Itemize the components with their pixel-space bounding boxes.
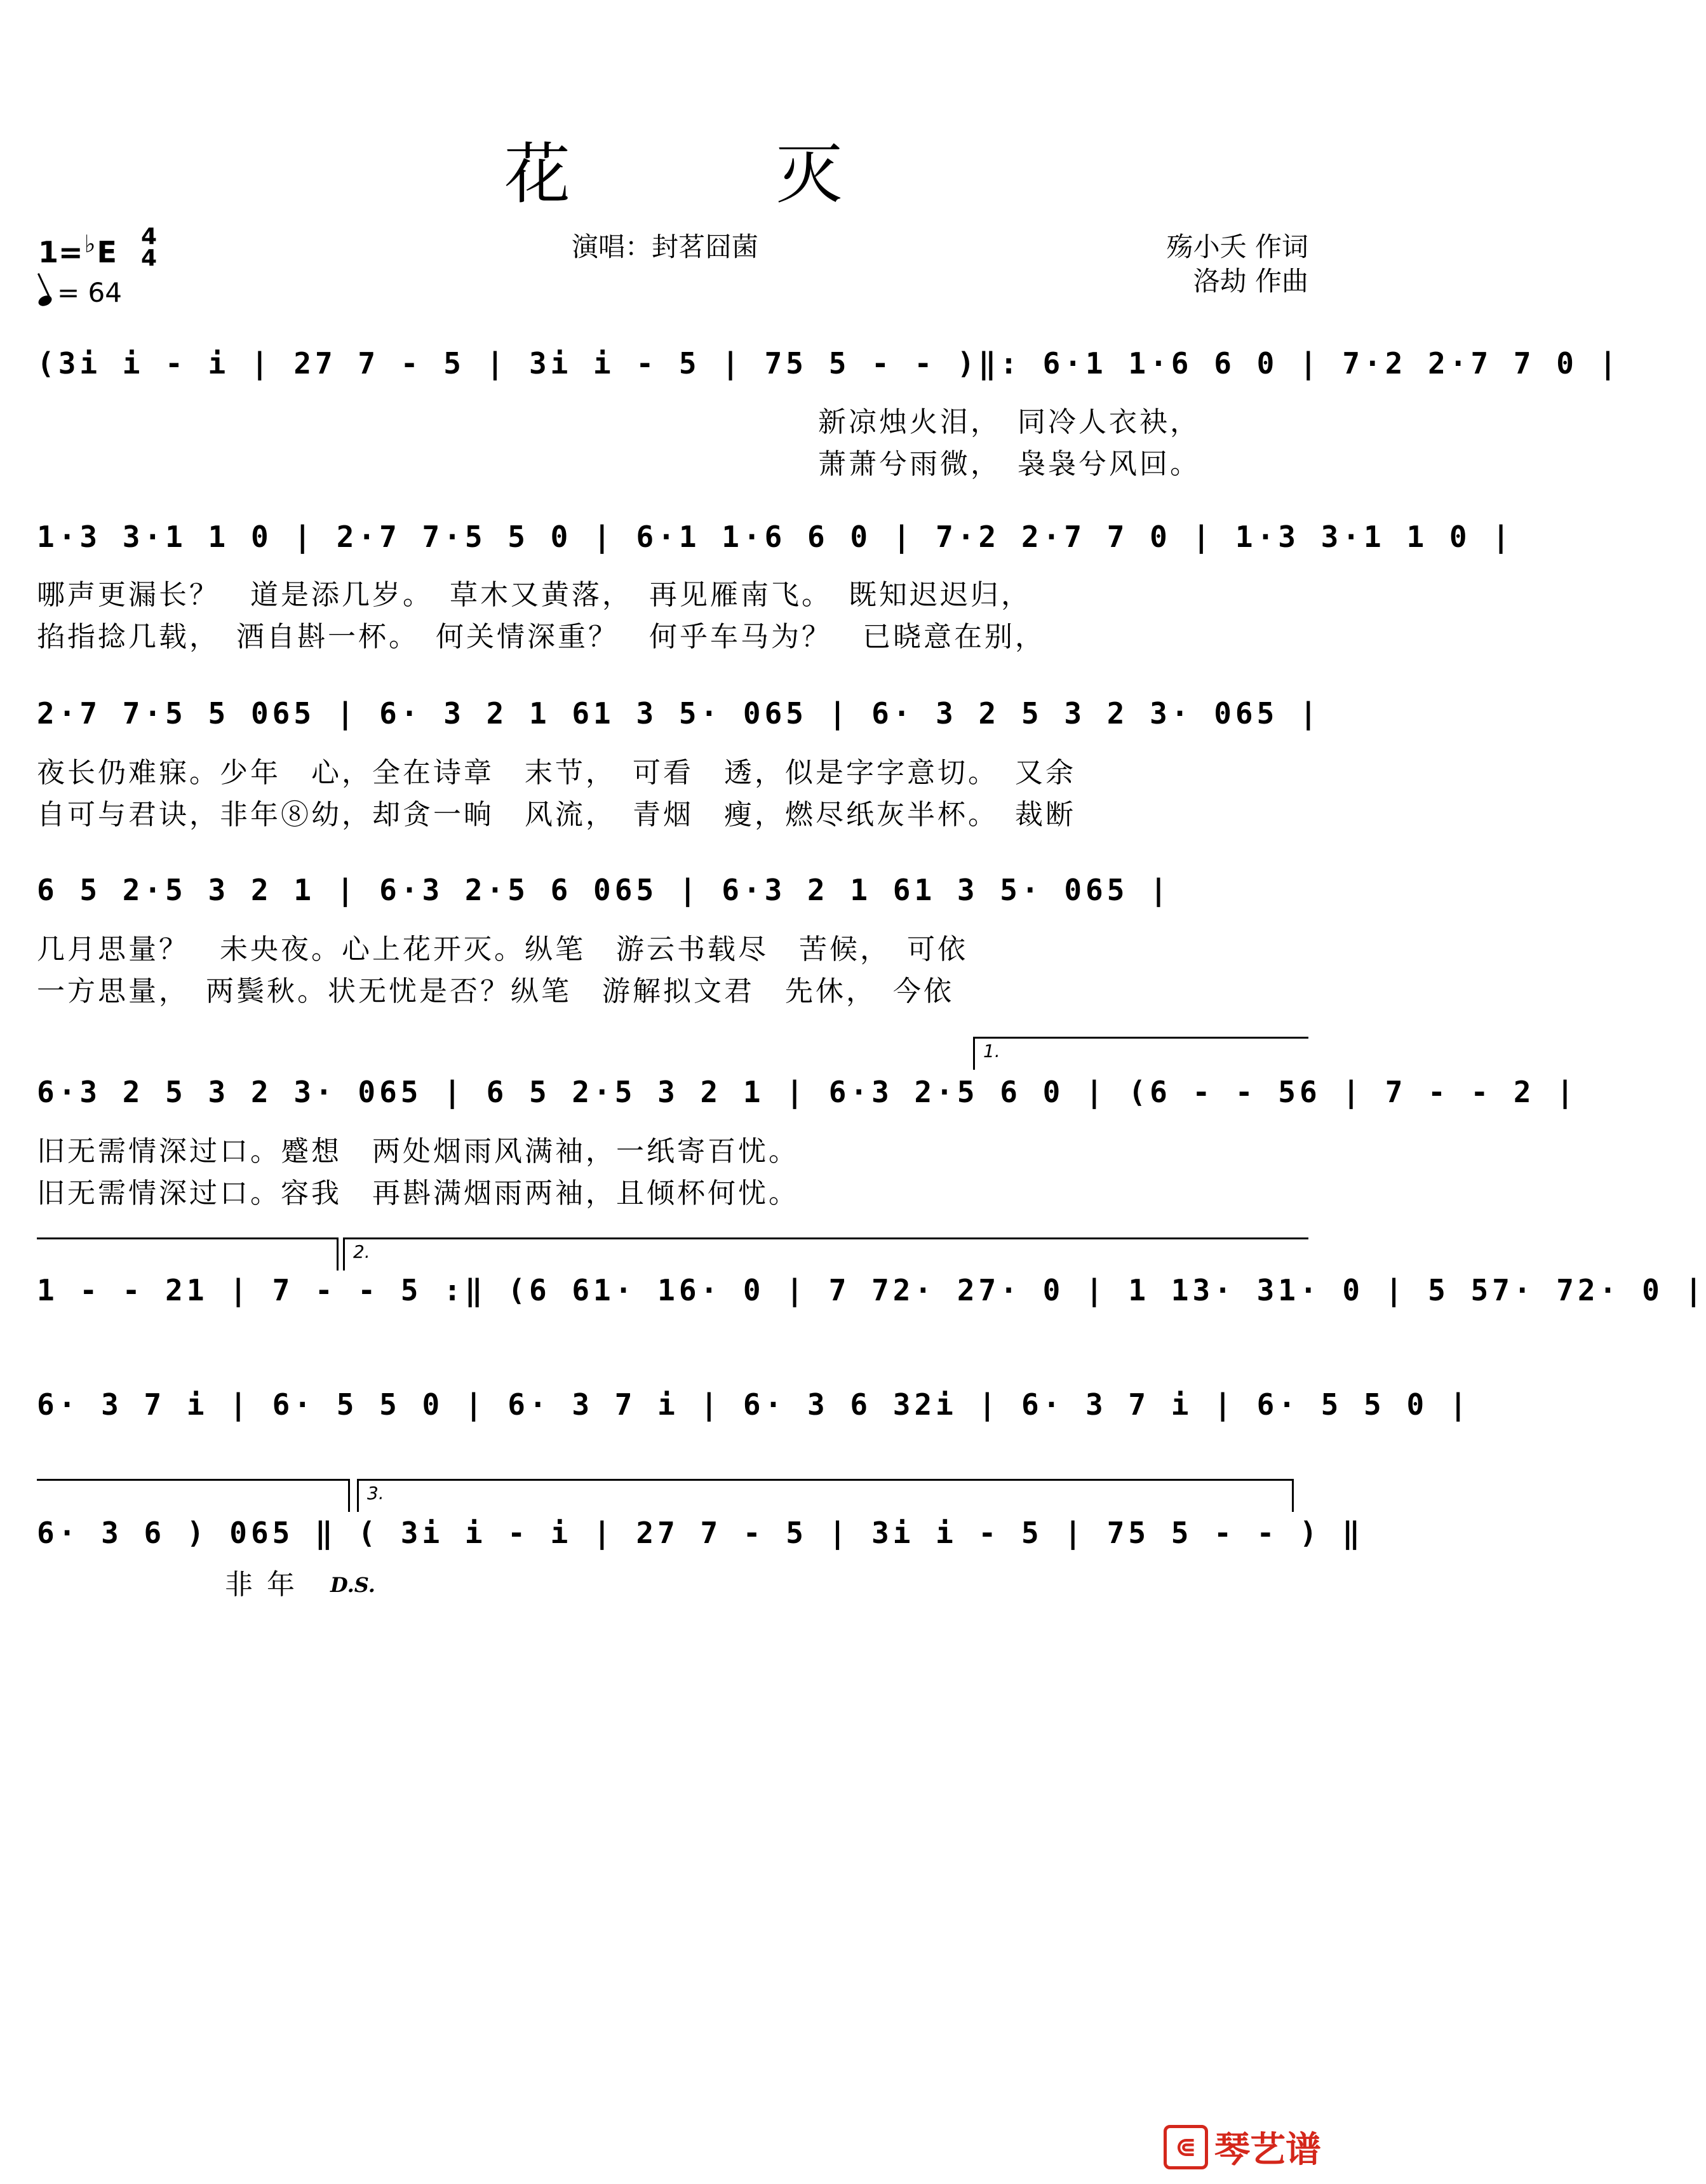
time-signature-bottom: 4: [141, 245, 158, 271]
volta-1-bracket: [973, 1037, 1308, 1039]
volta-3-tick: [357, 1479, 359, 1512]
volta-1-end-tick: [337, 1237, 339, 1271]
volta-1-continuation: [37, 1237, 337, 1239]
lyricist-credit: 殇小夭 作词: [1166, 231, 1308, 262]
lyric-row-5-verse-1: 旧无需情深过口。蹙想 两处烟雨风满袖，一纸寄百忧。: [37, 1135, 799, 1168]
music-row-3: 2·7 7·5 5 065 | 6· 3 2 1 61 3 5· 065 | 6· 3 2 5 3 2 3· 065 |: [37, 696, 1321, 731]
lyric-row-4-verse-1: 几月思量？ 未央夜。心上花开灭。纵笔 游云书载尽 苦候， 可依: [37, 933, 968, 966]
song-title: 花 灭: [504, 135, 912, 213]
music-row-6: 1 - - 21 | 7 - - 5 :‖ (6 61· 16· 0 | 7 72· 27· 0 | 1 13· 31· 0 | 5 57· 72· 0 |: [37, 1273, 1706, 1307]
lyric-row-8: 非 年: [225, 1568, 297, 1601]
lyric-row-3-verse-2: 自可与君诀，非年⑧幼，却贪一晌 风流， 青烟 瘦，燃尽纸灰半杯。 裁断: [37, 799, 1076, 831]
volta-3-bracket: [357, 1479, 1293, 1481]
volta-2-tick: [343, 1237, 345, 1271]
time-signature-top: 4: [141, 224, 158, 250]
key-prefix: 1=: [38, 235, 83, 269]
site-logo: [1164, 2122, 1321, 2173]
music-row-4: 6 5 2·5 3 2 1 | 6·3 2·5 6 065 | 6·3 2 1 61 3 5· 065 |: [37, 873, 1171, 907]
flat-sign: ♭: [84, 230, 96, 258]
volta-2-end-tick: [348, 1479, 350, 1512]
time-signature: [141, 226, 157, 269]
lyric-row-5-verse-2: 旧无需情深过口。容我 再斟满烟雨两袖，且倾杯何忧。: [37, 1177, 799, 1210]
lyric-row-2-verse-1: 哪声更漏长？ 道是添几岁。 草木又黄落， 再见雁南飞。 既知迟迟归，: [37, 579, 1031, 611]
ds-marking: D.S.: [330, 1573, 375, 1597]
lyric-row-4-verse-2: 一方思量， 两鬓秋。状无忧是否？纵笔 游解拟文君 先休， 今依: [37, 975, 954, 1008]
quarter-note-icon: [37, 293, 53, 308]
music-row-5: 6·3 2 5 3 2 3· 065 | 6 5 2·5 3 2 1 | 6·3 2·5 6 0 | (6 - - 56 | 7 - - 2 |: [37, 1075, 1578, 1109]
music-row-2: 1·3 3·1 1 0 | 2·7 7·5 5 0 | 6·1 1·6 6 0 | 7·2 2·7 7 0 | 1·3 3·1 1 0 |: [37, 520, 1514, 554]
volta-2-continuation: [37, 1479, 348, 1481]
key-letter: E: [97, 235, 117, 269]
volta-1-tick: [973, 1037, 975, 1070]
lyric-row-1-verse-1: 新凉烛火泪， 同冷人衣袂，: [818, 406, 1200, 438]
logo-mark-icon: ⋐: [1164, 2125, 1208, 2169]
tempo-value: = 64: [57, 277, 122, 308]
music-row-1: (3i i - i | 27 7 - 5 | 3i i - 5 | 75 5 - - )‖: 6·1 1·6 6 0 | 7·2 2·7 7 0 |: [37, 346, 1621, 381]
tempo-marking: [38, 277, 122, 308]
lyric-row-3-verse-1: 夜长仍难寐。少年 心，全在诗章 末节， 可看 透，似是字字意切。 又余: [37, 757, 1076, 789]
volta-3-end-tick: [1292, 1479, 1294, 1512]
key-signature: [38, 230, 117, 269]
volta-1-number: 1.: [983, 1041, 1000, 1062]
singer-credit: 演唱：封茗囧菌: [572, 231, 759, 262]
lyric-row-2-verse-2: 掐指捻几载， 酒自斟一杯。 何关情深重？ 何乎车马为？ 已晓意在别，: [37, 621, 1045, 653]
composer-credit: 洛劫 作曲: [1193, 266, 1308, 297]
music-row-7: 6· 3 7 i | 6· 5 5 0 | 6· 3 7 i | 6· 3 6 32i | 6· 3 7 i | 6· 5 5 0 |: [37, 1387, 1471, 1422]
logo-text: 琴艺谱: [1214, 2129, 1321, 2171]
volta-3-number: 3.: [367, 1483, 384, 1504]
volta-2-bracket: [343, 1237, 1308, 1239]
lyric-row-1-verse-2: 萧萧兮雨微， 袅袅兮风回。: [818, 448, 1200, 480]
volta-2-number: 2.: [353, 1241, 370, 1262]
music-row-8: 6· 3 6 ) 065 ‖ ( 3i i - i | 27 7 - 5 | 3i i - 5 | 75 5 - - ) ‖: [37, 1516, 1364, 1550]
